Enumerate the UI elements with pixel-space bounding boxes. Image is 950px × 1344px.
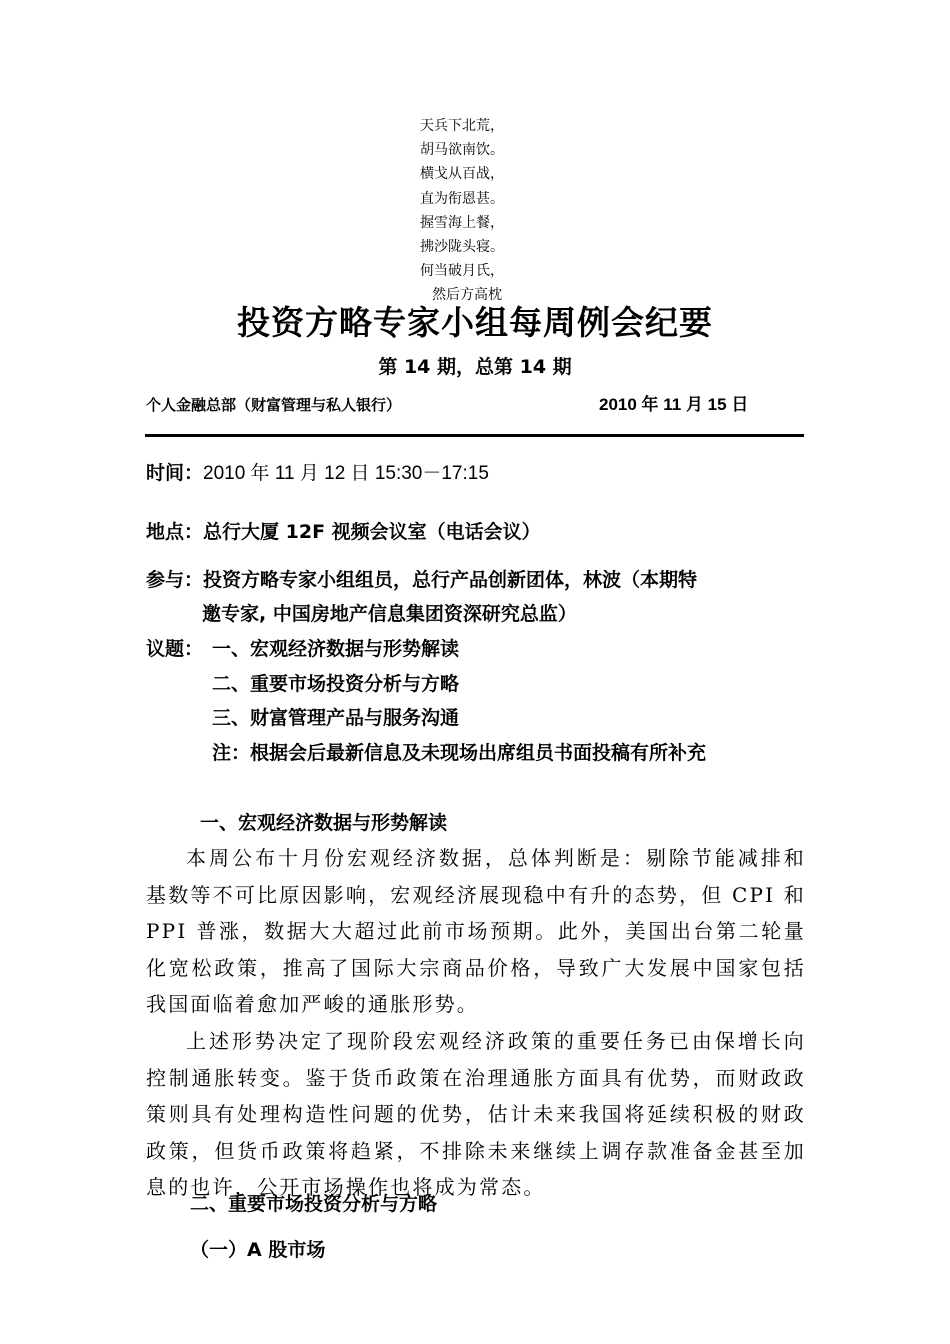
section-1-paragraph-2: 上述形势决定了现阶段宏观经济政策的重要任务已由保增长向控制通胀转变。鉴于货币政策在治理通胀方面具有优势，而财政政策则具有处理构造性问题的优势，估计未来我国将延续积极的财政政策，但货币政策将趋紧，不排除未来继续上调存款准备金甚至加息的也许，公开市场操作也将成为常态。 <box>146 1029 806 1200</box>
meeting-participants <box>146 563 697 597</box>
section-2-subheading: （一）A 股市场 <box>190 1239 326 1261</box>
poem-line: 横戈从百战， <box>420 166 504 183</box>
participants-label: 参与： <box>146 569 204 591</box>
poem-line: 何当破月氏， <box>420 263 504 280</box>
agenda-item: 二、重要市场投资分析与方略 <box>212 673 460 695</box>
time-label: 时间： <box>146 462 204 484</box>
participants-line-2: 邀专家, 中国房地产信息集团资深研究总监） <box>202 603 577 625</box>
department: 个人金融总部（财富管理与私人银行） <box>146 396 402 414</box>
poem-line: 拂沙陇头寝。 <box>420 239 504 256</box>
agenda-note: 注：根据会后最新信息及未现场出席组员书面投稿有所补充 <box>212 742 707 764</box>
document-title: 投资方略专家小组每周例会纪要 <box>237 303 713 342</box>
issue-number: 第 14 期，总第 14 期 <box>378 356 572 378</box>
time-value: 2010 年 11 月 12 日 15:30－17:15 <box>203 463 489 484</box>
section-1-heading: 一、宏观经济数据与形势解读 <box>200 812 448 834</box>
place-label: 地点： <box>146 521 204 543</box>
meeting-time <box>146 456 489 491</box>
agenda-label: 议题： <box>146 638 204 660</box>
poem-line: 直为衔恩甚。 <box>420 190 504 207</box>
place-value: 总行大厦 12F 视频会议室（电话会议） <box>203 521 541 543</box>
header-divider <box>145 434 804 437</box>
poem-line: 胡马欲南饮。 <box>420 142 504 159</box>
poem <box>420 114 530 308</box>
meeting-place <box>146 515 541 549</box>
poem-line: 天兵下北荒， <box>420 118 504 134</box>
document-date: 2010 年 11 月 15 日 <box>599 395 749 414</box>
section-1-paragraph-1: 本周公布十月份宏观经济数据，总体判断是：剔除节能减排和基数等不可比原因影响，宏观经济展现稳中有升的态势，但 CPI 和 PPI 普涨，数据大大超过此前市场预期。此外，美国出台第二轮量化宽松政策，推高了国际大宗商品价格，导致广大发展中国家包括我国面临着愈加严峻的通胀形势。 <box>146 846 806 1017</box>
participants-line-1: 投资方略专家小组组员，总行产品创新团体，林波（本期特 <box>203 569 698 591</box>
poem-line: 然后方高枕 <box>432 287 502 304</box>
section-2-heading: 二、重要市场投资分析与方略 <box>190 1193 438 1215</box>
meeting-agenda <box>146 632 203 666</box>
agenda-item: 三、财富管理产品与服务沟通 <box>212 707 460 729</box>
agenda-item: 一、宏观经济数据与形势解读 <box>212 638 460 660</box>
poem-line: 握雪海上餐， <box>420 214 504 231</box>
